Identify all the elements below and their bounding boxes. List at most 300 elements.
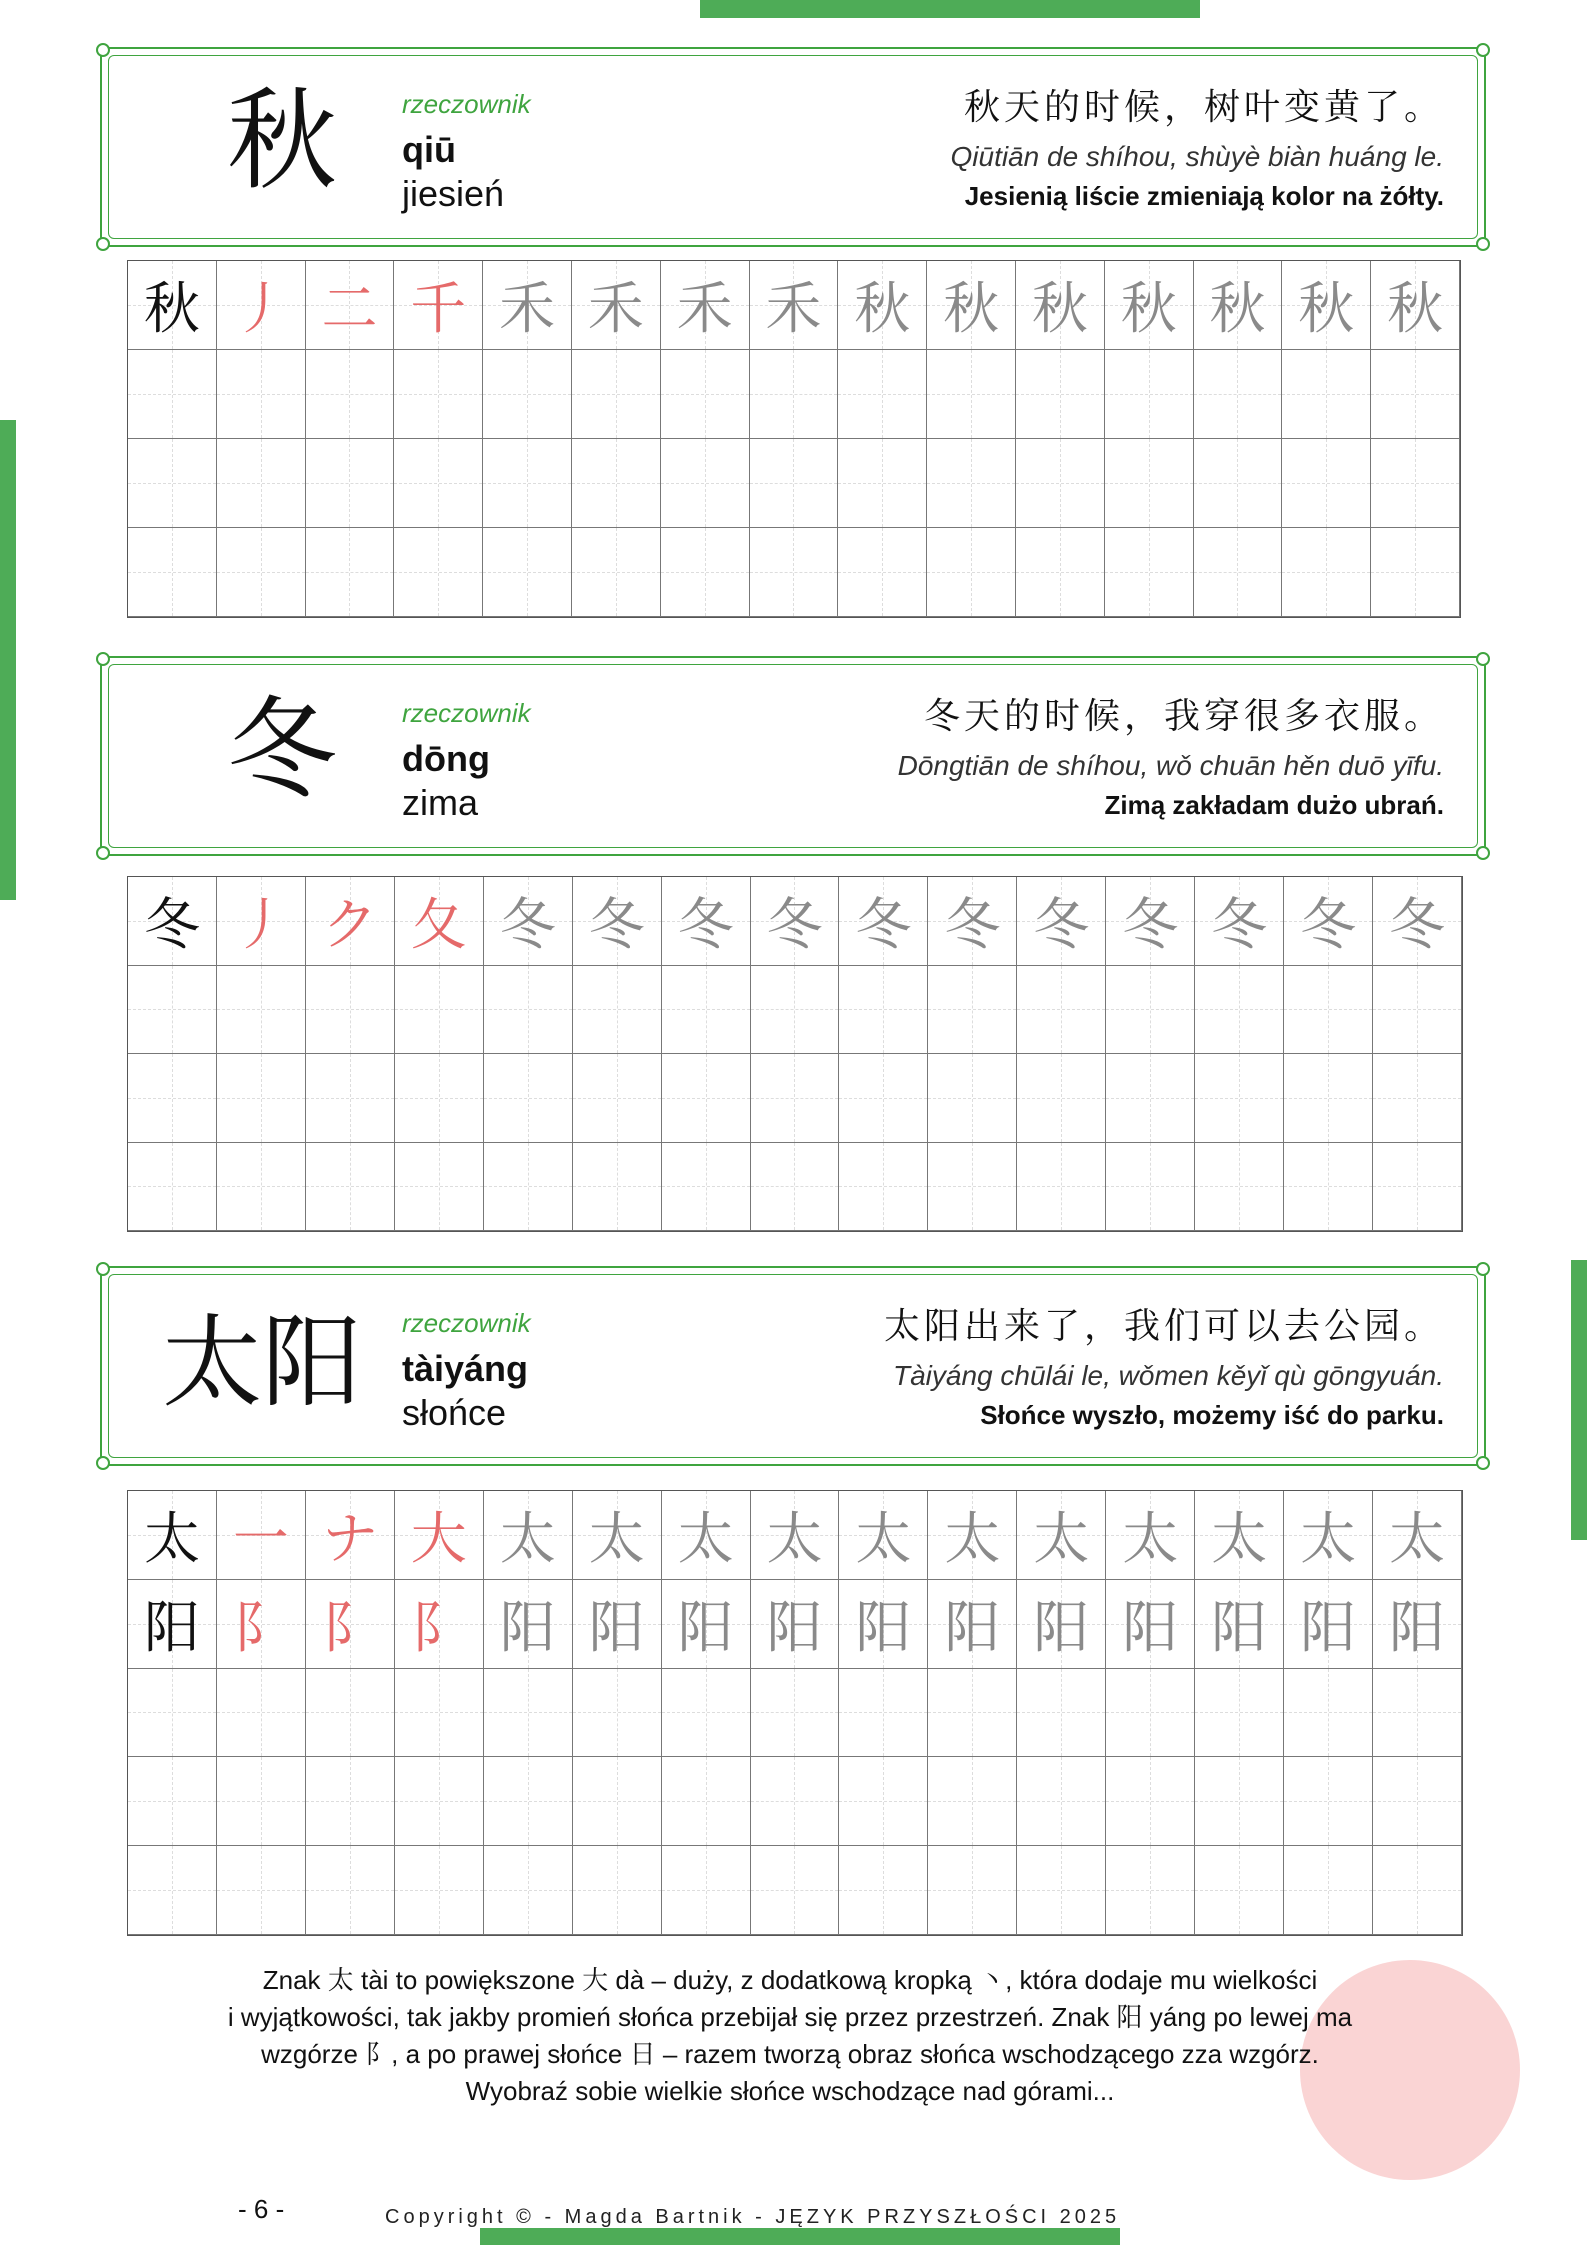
practice-cell[interactable] [573, 966, 662, 1055]
practice-cell[interactable] [751, 1669, 840, 1758]
note-line: wzgórze 阝, a po prawej słońce 日 – razem tworzą obraz słońca wschodzącego zza wzgórz. [261, 2039, 1319, 2069]
practice-cell[interactable] [751, 1054, 840, 1143]
stroke-order-cell [573, 1491, 662, 1580]
practice-cell[interactable] [928, 1757, 1017, 1846]
stroke-order-cell [750, 261, 839, 350]
headword-pinyin: dōng [402, 738, 490, 779]
headword-meaning: jiesień [402, 173, 505, 214]
stroke-order-cell [928, 1580, 1017, 1669]
practice-cell[interactable] [1195, 1143, 1284, 1232]
stroke-order-cell [751, 1491, 840, 1580]
stroke-order-cell [1284, 1580, 1373, 1669]
stroke-order-cell [483, 261, 572, 350]
practice-cell[interactable] [838, 528, 927, 617]
cell-character: 秋 [143, 277, 200, 342]
practice-cell[interactable] [838, 439, 927, 528]
practice-cell[interactable] [927, 439, 1016, 528]
stroke-order-cell [1195, 1491, 1284, 1580]
model-character-cell [128, 877, 217, 966]
practice-cell[interactable] [1106, 1669, 1195, 1758]
cell-character: ナ [321, 1506, 378, 1572]
stroke-order-cell [1017, 1491, 1106, 1580]
practice-cell[interactable] [217, 1669, 306, 1758]
practice-cell[interactable] [217, 439, 306, 528]
practice-cell[interactable] [484, 1846, 573, 1935]
stroke-order-cell [662, 1491, 751, 1580]
practice-cell[interactable] [1195, 966, 1284, 1055]
practice-cell[interactable] [128, 1143, 217, 1232]
practice-cell[interactable] [306, 966, 395, 1055]
headword-hanzi: 冬 [227, 686, 337, 814]
cell-character: 阳 [766, 1595, 823, 1661]
practice-cell[interactable] [750, 439, 839, 528]
practice-cell[interactable] [1284, 1054, 1373, 1143]
stroke-order-cell [306, 1580, 395, 1669]
practice-cell[interactable] [661, 528, 750, 617]
headword-meaning: słońce [402, 1392, 507, 1433]
practice-cell[interactable] [928, 1143, 1017, 1232]
cell-character: 阳 [143, 1595, 200, 1661]
cell-character: 冬 [588, 892, 645, 958]
practice-cell[interactable] [927, 350, 1016, 439]
stroke-order-cell [1016, 261, 1105, 350]
stroke-order-cell [1017, 1580, 1106, 1669]
stroke-order-cell [484, 1580, 573, 1669]
cell-character: 禾 [499, 277, 556, 342]
vocab-card-taiyang [100, 1266, 1486, 1466]
practice-cell[interactable] [483, 439, 572, 528]
practice-cell[interactable] [217, 1757, 306, 1846]
practice-cell[interactable] [1284, 966, 1373, 1055]
cell-character: 冬 [677, 892, 734, 958]
practice-cell[interactable] [1017, 1757, 1106, 1846]
headword-meaning: zima [402, 782, 479, 823]
practice-cell[interactable] [839, 966, 928, 1055]
stroke-order-cell [1195, 1580, 1284, 1669]
practice-cell[interactable] [662, 1143, 751, 1232]
practice-cell[interactable] [838, 350, 927, 439]
model-character-cell [128, 1580, 217, 1669]
practice-cell[interactable] [927, 528, 1016, 617]
practice-cell[interactable] [572, 439, 661, 528]
practice-cell[interactable] [217, 966, 306, 1055]
practice-cell[interactable] [1106, 1054, 1195, 1143]
practice-cell[interactable] [395, 1757, 484, 1846]
cell-character: 秋 [1031, 277, 1088, 342]
cell-character: 秋 [1120, 277, 1177, 342]
stroke-order-cell [838, 261, 927, 350]
practice-cell[interactable] [1371, 439, 1460, 528]
stroke-order-cell [217, 877, 306, 966]
cell-character: ク [321, 892, 378, 958]
practice-cell[interactable] [1373, 1846, 1462, 1935]
practice-cell[interactable] [1105, 350, 1194, 439]
practice-cell[interactable] [1016, 350, 1105, 439]
practice-cell[interactable] [1282, 350, 1371, 439]
cell-character: 丿 [232, 277, 289, 342]
practice-cell[interactable] [484, 1143, 573, 1232]
practice-cell[interactable] [1195, 1669, 1284, 1758]
corner-ornament [96, 1456, 110, 1470]
practice-cell[interactable] [306, 528, 395, 617]
practice-cell[interactable] [1284, 1669, 1373, 1758]
practice-cell[interactable] [662, 1846, 751, 1935]
practice-cell[interactable] [128, 350, 217, 439]
practice-cell[interactable] [1371, 528, 1460, 617]
practice-cell[interactable] [394, 350, 483, 439]
cell-character: 秋 [854, 277, 911, 342]
practice-cell[interactable] [1373, 966, 1462, 1055]
practice-cell[interactable] [1017, 1054, 1106, 1143]
cell-character: 冬 [1122, 892, 1179, 958]
example-sentence-chinese: 秋天的时候，树叶变黄了。 [963, 87, 1444, 128]
practice-cell[interactable] [1284, 1143, 1373, 1232]
practice-cell[interactable] [839, 1757, 928, 1846]
example-sentence-pinyin: Qiūtiān de shíhou, shùyè biàn huáng le. [950, 141, 1444, 172]
corner-ornament [96, 237, 110, 251]
practice-cell[interactable] [839, 1054, 928, 1143]
practice-cell[interactable] [1195, 1846, 1284, 1935]
stroke-order-cell [839, 1491, 928, 1580]
practice-cell[interactable] [484, 1669, 573, 1758]
corner-ornament [1476, 43, 1490, 57]
background-green-bottom [480, 2228, 1120, 2245]
cell-character: 夂 [410, 892, 467, 958]
corner-ornament [96, 1262, 110, 1276]
cell-character: 秋 [1298, 277, 1355, 342]
practice-cell[interactable] [1016, 528, 1105, 617]
cell-character: 冬 [499, 892, 556, 958]
stroke-order-cell [839, 1580, 928, 1669]
practice-cell[interactable] [484, 1757, 573, 1846]
stroke-order-cell [395, 1580, 484, 1669]
cell-character: 秋 [943, 277, 1000, 342]
practice-cell[interactable] [1194, 439, 1283, 528]
practice-cell[interactable] [928, 1669, 1017, 1758]
practice-cell[interactable] [573, 1143, 662, 1232]
practice-cell[interactable] [1373, 1757, 1462, 1846]
vocab-card-dong [100, 656, 1486, 856]
cell-character: 冬 [855, 892, 912, 958]
cell-character: 冬 [1389, 892, 1446, 958]
stroke-order-cell [1284, 1491, 1373, 1580]
practice-cell[interactable] [217, 528, 306, 617]
practice-cell[interactable] [306, 1757, 395, 1846]
headword-pinyin: qiū [402, 129, 456, 170]
practice-cell[interactable] [1373, 1143, 1462, 1232]
cell-character: 秋 [1387, 277, 1444, 342]
practice-cell[interactable] [573, 1846, 662, 1935]
stroke-order-cell [1017, 877, 1106, 966]
example-sentence-pinyin: Dōngtiān de shíhou, wǒ chuān hěn duō yīfu. [897, 750, 1444, 781]
practice-cell[interactable] [128, 439, 217, 528]
cell-character: 冬 [1300, 892, 1357, 958]
cell-character: 秋 [1209, 277, 1266, 342]
practice-cell[interactable] [1016, 439, 1105, 528]
practice-cell[interactable] [1106, 1143, 1195, 1232]
example-sentence-chinese: 太阳出来了，我们可以去公园。 [883, 1306, 1444, 1347]
practice-cell[interactable] [395, 1143, 484, 1232]
cell-character: 阳 [1033, 1595, 1090, 1661]
practice-cell[interactable] [1284, 1757, 1373, 1846]
note-line: i wyjątkowości, tak jakby promień słońca przebijał się przez przestrzeń. Znak 阳 yáng po lewej ma [227, 2002, 1353, 2032]
cell-character: 冬 [1211, 892, 1268, 958]
stroke-order-cell [1373, 1580, 1462, 1669]
practice-cell[interactable] [661, 350, 750, 439]
stroke-order-cell [573, 877, 662, 966]
cell-character: 阝 [410, 1595, 467, 1661]
cell-character: 阳 [855, 1595, 912, 1661]
cell-character: 大 [410, 1506, 467, 1572]
cell-character: 禾 [676, 277, 733, 342]
practice-cell[interactable] [751, 966, 840, 1055]
note-line: Znak 太 tài to powiększone 大 dà – duży, z dodatkową kropką 丶, która dodaje mu wielkości [262, 1965, 1318, 1995]
practice-cell[interactable] [839, 1143, 928, 1232]
practice-cell[interactable] [1373, 1669, 1462, 1758]
cell-character: 一 [232, 1506, 289, 1572]
practice-cell[interactable] [483, 528, 572, 617]
stroke-order-cell [928, 877, 1017, 966]
background-green-left [0, 420, 16, 900]
corner-ornament [96, 846, 110, 860]
cell-character: 阳 [944, 1595, 1001, 1661]
practice-cell[interactable] [573, 1669, 662, 1758]
practice-cell[interactable] [928, 1054, 1017, 1143]
practice-cell[interactable] [928, 1846, 1017, 1935]
cell-character: 禾 [587, 277, 644, 342]
cell-character: 太 [143, 1506, 200, 1572]
cell-character: 千 [410, 277, 467, 342]
practice-cell[interactable] [1017, 1143, 1106, 1232]
practice-cell[interactable] [1194, 350, 1283, 439]
example-sentence-polish: Słońce wyszło, możemy iść do parku. [980, 1400, 1444, 1430]
practice-cell[interactable] [573, 1757, 662, 1846]
cell-character: 禾 [765, 277, 822, 342]
corner-ornament [96, 43, 110, 57]
stroke-order-cell [395, 1491, 484, 1580]
practice-cell[interactable] [928, 966, 1017, 1055]
cell-character: 阳 [1300, 1595, 1357, 1661]
practice-cell[interactable] [128, 1757, 217, 1846]
practice-cell[interactable] [662, 1054, 751, 1143]
practice-cell[interactable] [1105, 528, 1194, 617]
cell-character: 太 [677, 1506, 734, 1572]
practice-grid-dong [127, 876, 1463, 1232]
stroke-order-cell [839, 877, 928, 966]
practice-cell[interactable] [1195, 1757, 1284, 1846]
stroke-order-cell [484, 877, 573, 966]
practice-cell[interactable] [128, 966, 217, 1055]
practice-cell[interactable] [306, 1846, 395, 1935]
stroke-order-cell [662, 877, 751, 966]
stroke-order-cell [572, 261, 661, 350]
cell-character: 阳 [499, 1595, 556, 1661]
practice-grid-taiyang [127, 1490, 1463, 1936]
practice-cell[interactable] [1017, 1669, 1106, 1758]
practice-cell[interactable] [217, 350, 306, 439]
practice-cell[interactable] [306, 1669, 395, 1758]
part-of-speech: rzeczownik [402, 698, 531, 728]
practice-cell[interactable] [839, 1669, 928, 1758]
corner-ornament [1476, 237, 1490, 251]
practice-cell[interactable] [484, 1054, 573, 1143]
practice-cell[interactable] [128, 528, 217, 617]
practice-cell[interactable] [1017, 966, 1106, 1055]
note-line: Wyobraź sobie wielkie słońce wschodzące nad górami... [465, 2076, 1115, 2106]
practice-cell[interactable] [1195, 1054, 1284, 1143]
etymology-note [140, 1962, 1440, 2110]
practice-cell[interactable] [306, 1143, 395, 1232]
practice-cell[interactable] [395, 1669, 484, 1758]
practice-cell[interactable] [306, 439, 395, 528]
headword-hanzi: 秋 [227, 77, 337, 205]
example-sentence-pinyin: Tàiyáng chūlái le, wǒmen kěyǐ qù gōngyuán. [892, 1360, 1444, 1391]
practice-cell[interactable] [1106, 966, 1195, 1055]
stroke-order-cell [1106, 1491, 1195, 1580]
stroke-order-cell [306, 261, 395, 350]
stroke-order-cell [1195, 877, 1284, 966]
cell-character: 太 [1389, 1506, 1446, 1572]
practice-cell[interactable] [217, 1143, 306, 1232]
cell-character: 太 [766, 1506, 823, 1572]
practice-cell[interactable] [750, 350, 839, 439]
stroke-order-cell [394, 261, 483, 350]
practice-cell[interactable] [394, 439, 483, 528]
practice-cell[interactable] [751, 1757, 840, 1846]
part-of-speech: rzeczownik [402, 89, 531, 119]
stroke-order-cell [217, 1491, 306, 1580]
copyright-footer: Copyright © - Magda Bartnik - JĘZYK PRZYSZŁOŚCI 2025 [385, 2206, 1121, 2228]
practice-cell[interactable] [751, 1143, 840, 1232]
background-green-right [1571, 1260, 1587, 1540]
cell-character: 冬 [1033, 892, 1090, 958]
stroke-order-cell [1194, 261, 1283, 350]
practice-cell[interactable] [395, 1054, 484, 1143]
practice-cell[interactable] [217, 1054, 306, 1143]
stroke-order-cell [484, 1491, 573, 1580]
cell-character: 太 [499, 1506, 556, 1572]
stroke-order-cell [661, 261, 750, 350]
stroke-order-cell [928, 1491, 1017, 1580]
headword-pinyin: tàiyáng [402, 1348, 529, 1389]
cell-character: 冬 [143, 892, 200, 958]
practice-cell[interactable] [484, 966, 573, 1055]
practice-cell[interactable] [1106, 1757, 1195, 1846]
corner-ornament [1476, 1456, 1490, 1470]
stroke-order-cell [751, 1580, 840, 1669]
stroke-order-cell [1373, 877, 1462, 966]
practice-cell[interactable] [483, 350, 572, 439]
stroke-order-cell [1284, 877, 1373, 966]
practice-cell[interactable] [662, 966, 751, 1055]
practice-cell[interactable] [128, 1669, 217, 1758]
practice-cell[interactable] [1373, 1054, 1462, 1143]
stroke-order-cell [1105, 261, 1194, 350]
stroke-order-cell [395, 877, 484, 966]
practice-cell[interactable] [1282, 439, 1371, 528]
practice-grid-qiu [127, 260, 1461, 618]
practice-cell[interactable] [662, 1669, 751, 1758]
practice-cell[interactable] [750, 528, 839, 617]
example-sentence-chinese: 冬天的时候，我穿很多衣服。 [923, 696, 1444, 737]
practice-cell[interactable] [128, 1846, 217, 1935]
example-sentence-polish: Jesienią liście zmieniają kolor na żółty. [964, 181, 1444, 211]
stroke-order-cell [1371, 261, 1460, 350]
stroke-order-cell [306, 1491, 395, 1580]
page-number: - 6 - [238, 2194, 285, 2224]
practice-cell[interactable] [1371, 350, 1460, 439]
practice-cell[interactable] [394, 528, 483, 617]
stroke-order-cell [751, 877, 840, 966]
cell-character: 阳 [588, 1595, 645, 1661]
practice-cell[interactable] [751, 1846, 840, 1935]
practice-cell[interactable] [572, 350, 661, 439]
cell-character: 阳 [1389, 1595, 1446, 1661]
practice-cell[interactable] [1105, 439, 1194, 528]
practice-cell[interactable] [1106, 1846, 1195, 1935]
stroke-order-cell [1106, 877, 1195, 966]
cell-character: 太 [588, 1506, 645, 1572]
corner-ornament [96, 652, 110, 666]
practice-cell[interactable] [1282, 528, 1371, 617]
practice-cell[interactable] [661, 439, 750, 528]
corner-ornament [1476, 652, 1490, 666]
practice-cell[interactable] [306, 350, 395, 439]
cell-character: 阝 [321, 1595, 378, 1661]
practice-cell[interactable] [395, 1846, 484, 1935]
practice-cell[interactable] [839, 1846, 928, 1935]
cell-character: 阳 [677, 1595, 734, 1661]
corner-ornament [1476, 1262, 1490, 1276]
cell-character: 冬 [766, 892, 823, 958]
cell-character: 太 [855, 1506, 912, 1572]
cell-character: 太 [1300, 1506, 1357, 1572]
example-sentence-polish: Zimą zakładam dużo ubrań. [1104, 790, 1444, 820]
cell-character: 太 [1033, 1506, 1090, 1572]
practice-cell[interactable] [1194, 528, 1283, 617]
practice-cell[interactable] [306, 1054, 395, 1143]
practice-cell[interactable] [662, 1757, 751, 1846]
stroke-order-cell [1373, 1491, 1462, 1580]
practice-cell[interactable] [128, 1054, 217, 1143]
cell-character: ⻖ [232, 1595, 289, 1661]
practice-cell[interactable] [1017, 1846, 1106, 1935]
stroke-order-cell [1106, 1580, 1195, 1669]
headword-hanzi: 太阳 [162, 1304, 362, 1421]
background-green-top [700, 0, 1200, 18]
practice-cell[interactable] [217, 1846, 306, 1935]
practice-cell[interactable] [573, 1054, 662, 1143]
cell-character: 太 [1211, 1506, 1268, 1572]
model-character-cell [128, 261, 217, 350]
stroke-order-cell [1282, 261, 1371, 350]
practice-cell[interactable] [572, 528, 661, 617]
practice-cell[interactable] [395, 966, 484, 1055]
stroke-order-cell [662, 1580, 751, 1669]
stroke-order-cell [217, 261, 306, 350]
practice-cell[interactable] [1284, 1846, 1373, 1935]
cell-character: 阳 [1211, 1595, 1268, 1661]
part-of-speech: rzeczownik [402, 1308, 531, 1338]
cell-character: 冬 [944, 892, 1001, 958]
cell-character: 阳 [1122, 1595, 1179, 1661]
stroke-order-cell [217, 1580, 306, 1669]
stroke-order-cell [573, 1580, 662, 1669]
cell-character: 二 [321, 277, 378, 342]
vocab-card-qiu [100, 47, 1486, 247]
cell-character: 太 [944, 1506, 1001, 1572]
stroke-order-cell [927, 261, 1016, 350]
